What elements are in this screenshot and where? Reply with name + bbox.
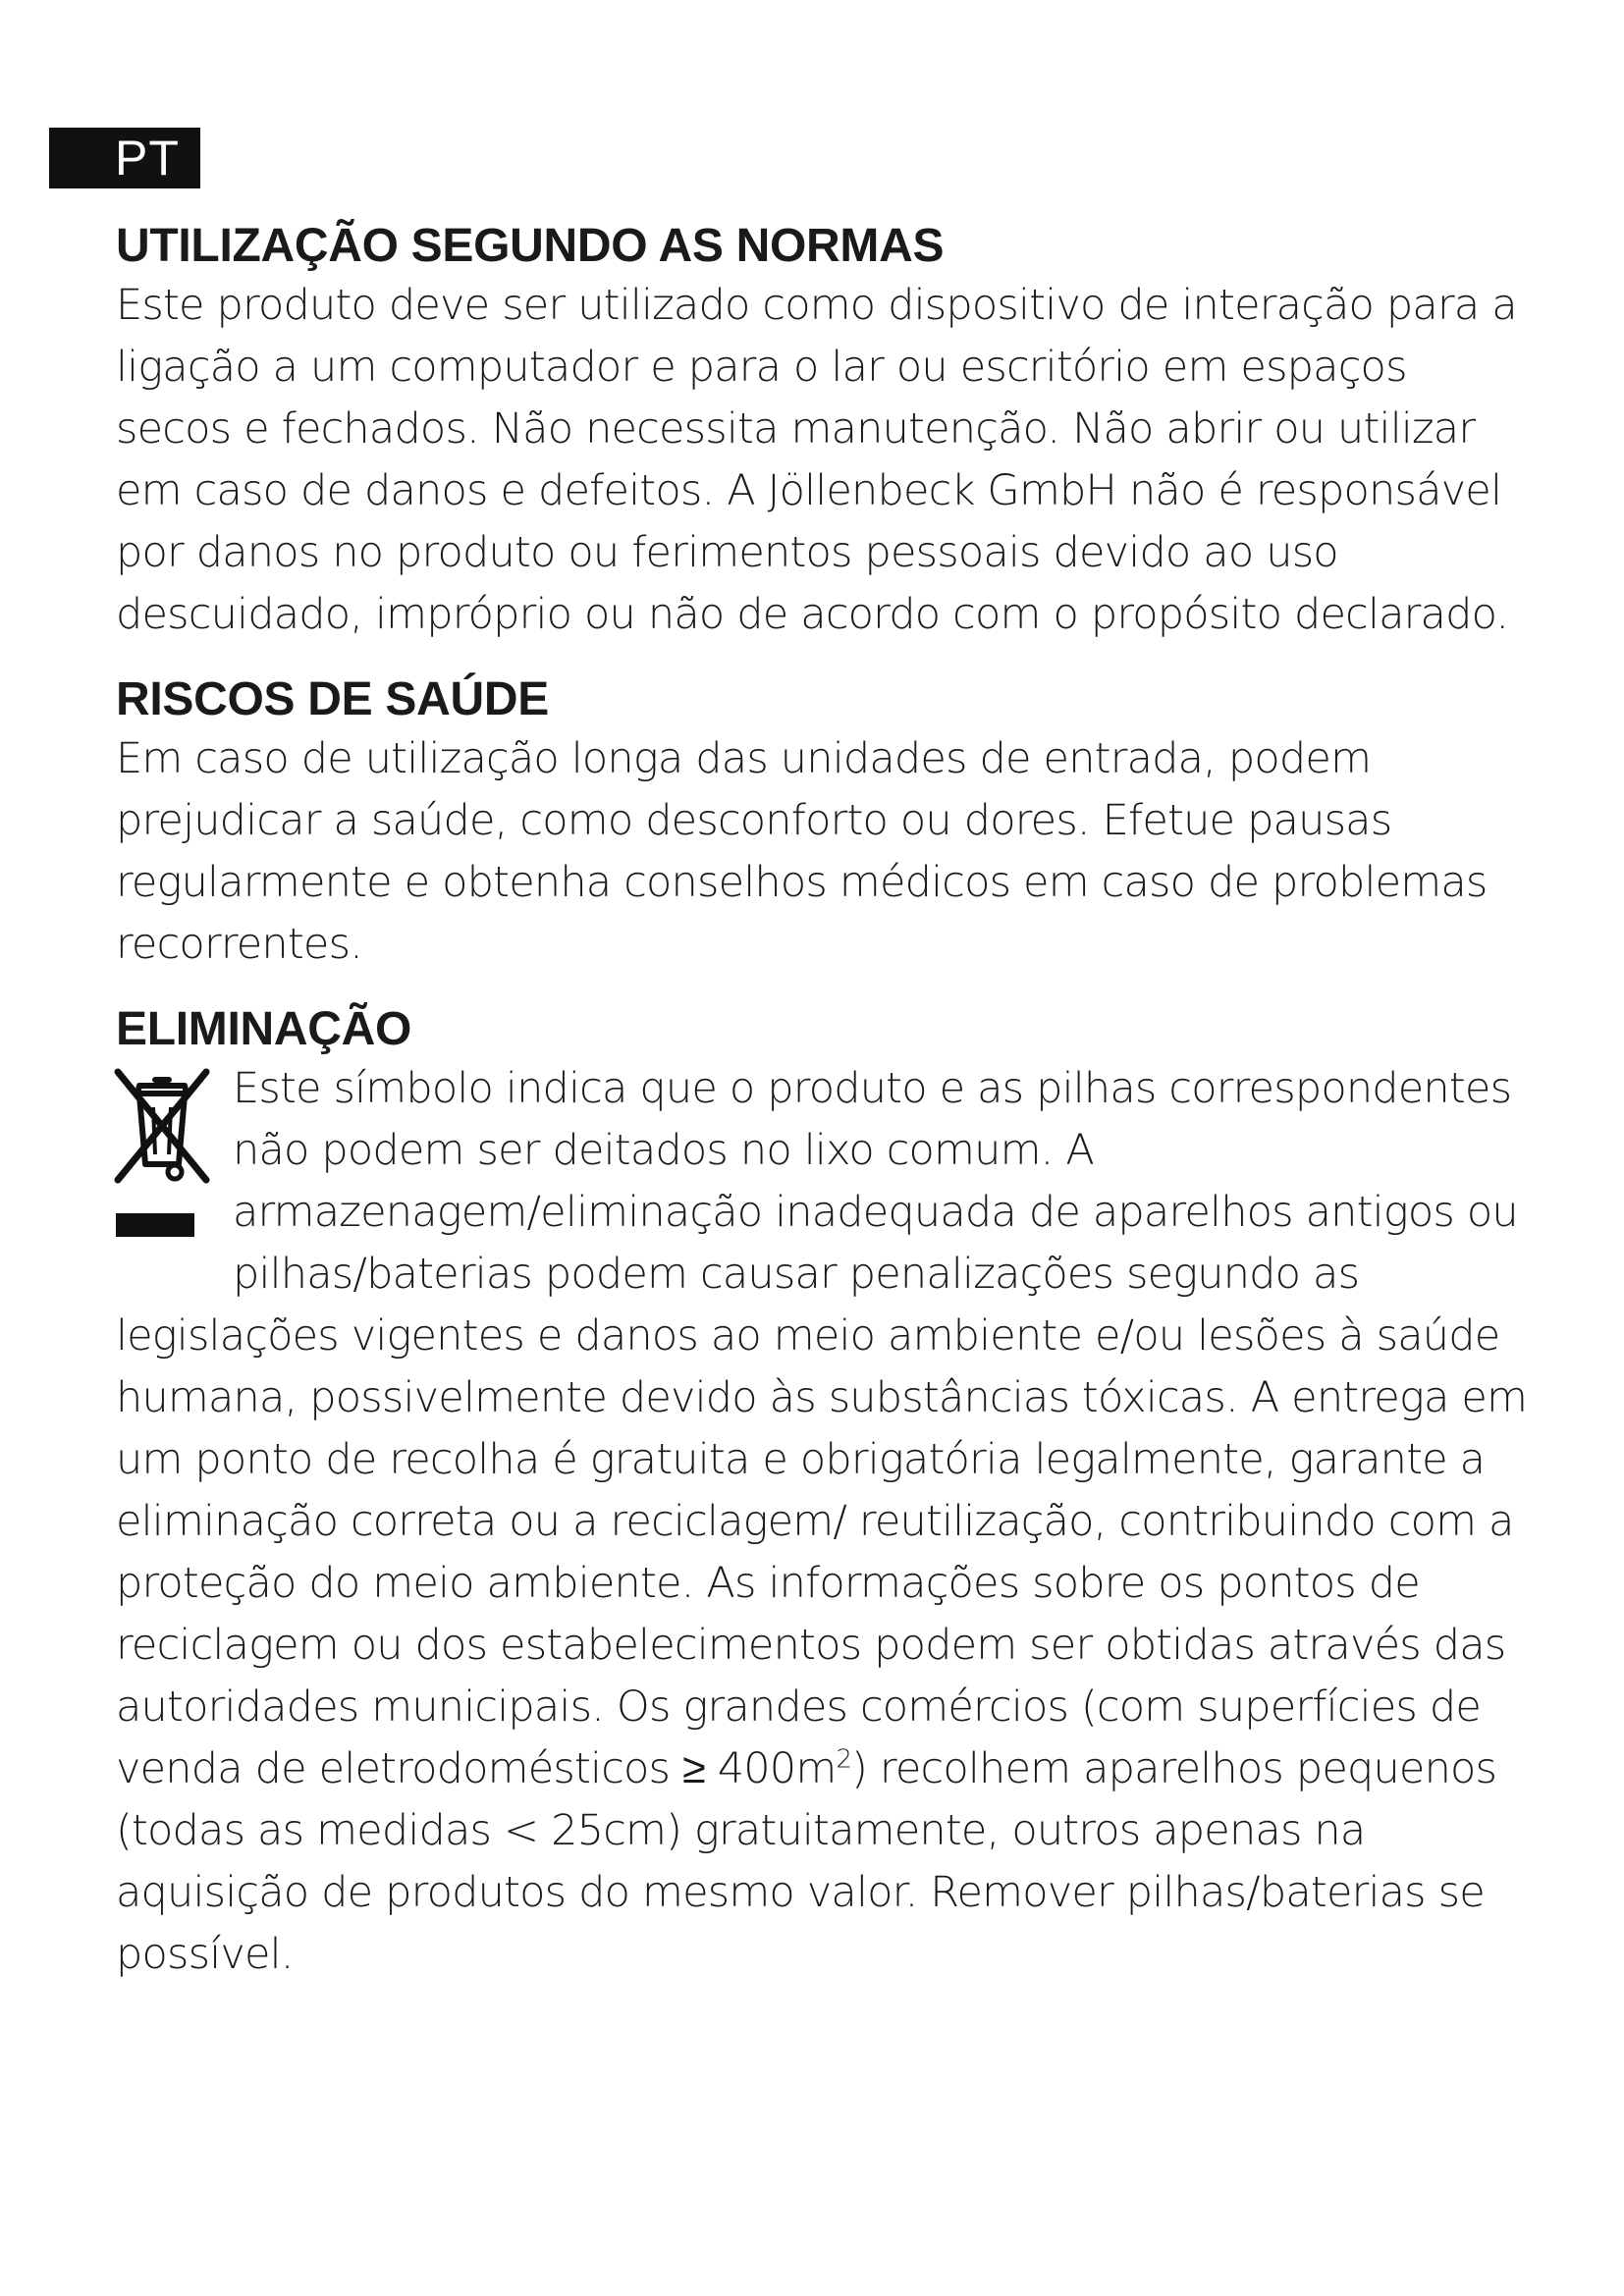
language-tab [49, 128, 200, 188]
section-heading: UTILIZAÇÃO SEGUNDO AS NORMAS [116, 220, 945, 272]
section-intended-use [116, 218, 1530, 646]
section-text: Este produto deve ser utilizado como dispositivo de interação para a ligação a um computador e para o lar ou escritório em espaços secos e fechados. Não necessita manutenção. Não abrir ou utilizar em caso de danos e defeitos. A Jöllenbeck GmbH não é responsável por danos no produto ou ferimentos pessoais devido ao uso descuidado, impróprio ou não de acordo com o propósito declarado. [116, 281, 1517, 639]
section-text [116, 1058, 1530, 1986]
document-body [116, 218, 1530, 1986]
superscript-two: 2 [836, 1744, 852, 1775]
section-disposal [116, 1001, 1530, 1986]
disposal-text-part1: Este símbolo indica que o produto e as pilhas correspondentes não podem ser deitados no lixo comum. A armazenagem/eliminação inadequada de aparelhos antigos ou pilhas/baterias podem causar penalizações segundo as legislações vigentes e danos ao meio ambiente e/ou lesões à saúde humana, possivelmente devido às substâncias tóxicas. A entrega em um ponto de recolha é gratuita e obrigatória legalmente, garante a eliminação correta ou a reciclagem/ reutilização, contribuindo com a proteção do meio ambiente. As informações sobre os pontos de reciclagem ou dos estabelecimentos podem ser obtidas através das autoridades municipais. Os grandes comércios (com superfícies de venda de eletrodomésticos ≥ 400m [116, 1064, 1528, 1793]
section-health-risks [116, 671, 1530, 976]
disposal-text-part2: ) recolhem aparelhos pequenos (todas as medidas < 25cm) gratuitamente, outros apenas na aquisição de produtos do mesmo valor. Remover pilhas/baterias se possível. [116, 1744, 1497, 1979]
crossed-out-wheelie-bin-icon [112, 1064, 215, 1251]
section-text: Em caso de utilização longa das unidades de entrada, podem prejudicar a saúde, como desconforto ou dores. Efetue pausas regularmente e obtenha conselhos médicos em caso de problemas recorrentes. [116, 734, 1488, 969]
language-label: PT [115, 131, 180, 186]
section-heading: RISCOS DE SAÚDE [116, 673, 549, 725]
section-heading: ELIMINAÇÃO [116, 1003, 411, 1055]
